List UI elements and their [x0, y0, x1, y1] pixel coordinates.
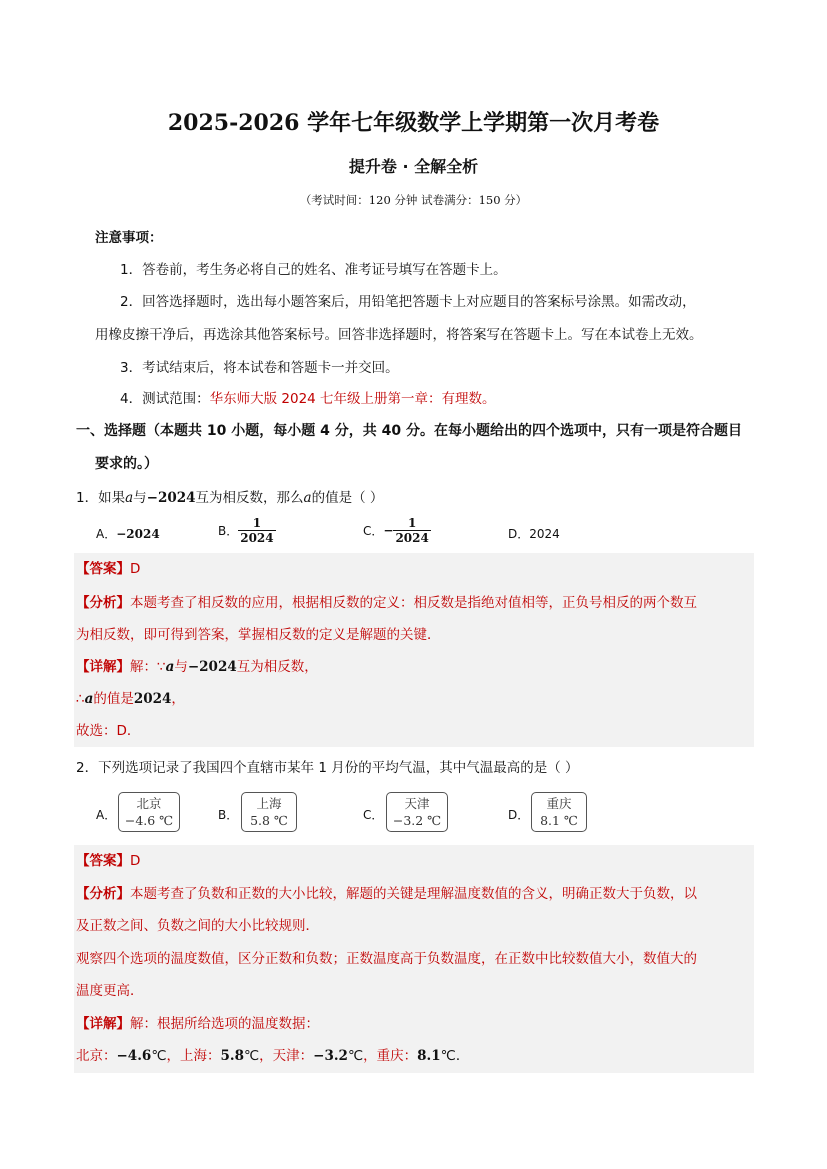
q1-option-a-label: A．	[96, 527, 117, 541]
q2-option-b-city: 上海	[256, 796, 282, 811]
q1-option-c-fraction	[393, 516, 430, 545]
q2-detail-beijing-value: −4.6	[116, 1048, 152, 1064]
q1-analysis-line1	[76, 587, 697, 620]
q1-detail-line2	[76, 683, 185, 716]
q2-option-d-temp: 8.1 ℃	[540, 813, 578, 828]
q2-option-d-card	[531, 792, 587, 832]
q1-detail-1-mid: 与	[174, 659, 188, 675]
q2-detail-text-1: 解：根据所给选项的温度数据：	[130, 1016, 319, 1032]
q2-detail-unit-2: ℃	[243, 1048, 260, 1064]
notes-item-1: 1．答卷前，考生务必将自己的姓名、准考证号填写在答题卡上。	[120, 262, 507, 278]
q1-option-c	[363, 516, 431, 545]
notes-item-2b: 用橡皮擦干净后，再选涂其他答案标号。回答非选择题时，将答案写在答题卡上。写在本试卷上无效。	[95, 327, 703, 343]
notes-heading: 注意事项：	[95, 230, 163, 246]
q1-var-a-2: a	[303, 490, 312, 506]
q2-option-b-temp: 5.8 ℃	[250, 813, 288, 828]
q2-detail-chongqing-value: 8.1	[417, 1048, 441, 1064]
q1-option-c-sign: −	[383, 523, 394, 538]
q1-detail-2-end: ，	[171, 691, 185, 707]
q2-solution-box	[74, 845, 754, 1073]
q2-option-c-label: C．	[363, 808, 384, 822]
q2-analysis-text-1: 本题考查了负数和正数的大小比较，解题的关键是理解温度数值的含义，明确正数大于负数，以	[130, 886, 697, 902]
q1-stem-mid: 与	[133, 490, 147, 506]
q1-stem-prefix: 1．如果	[76, 490, 126, 506]
q2-analysis-line2: 及正数之间、负数之间的大小比较规则．	[76, 918, 319, 934]
q1-answer-value: D	[130, 561, 141, 577]
q1-option-a-value: −2024	[116, 527, 160, 541]
notes-item-4-prefix: 4．测试范围：	[120, 391, 210, 407]
q1-analysis-line2: 为相反数，即可得到答案，掌握相反数的定义是解题的关键．	[76, 627, 441, 643]
question-2-stem: 2．下列选项记录了我国四个直辖市某年 1 月份的平均气温，其中气温最高的是（ ）	[76, 760, 579, 776]
q1-analysis-label: 【分析】	[76, 595, 130, 611]
page-subtitle: 提升卷 · 全解全析	[348, 157, 479, 176]
exam-info: （考试时间：120 分钟 试卷满分：150 分）	[299, 193, 528, 207]
q1-answer-label: 【答案】	[76, 561, 130, 577]
notes-item-2a: 2．回答选择题时，选出每小题答案后，用铅笔把答题卡上对应题目的答案标号涂黑。如需改动，	[120, 294, 696, 310]
q1-option-d	[508, 525, 560, 542]
q2-detail-unit-1: ℃	[151, 1048, 167, 1064]
q2-answer-label: 【答案】	[76, 853, 130, 869]
q1-solution-box	[74, 553, 754, 747]
q1-detail-var-a: a	[165, 659, 175, 675]
q2-option-d-label: D．	[508, 808, 530, 822]
q2-detail-line2	[76, 1040, 469, 1073]
q2-analysis-line1	[76, 878, 697, 911]
q1-option-c-denominator: 2024	[395, 531, 429, 545]
q2-detail-chongqing: ，重庆：	[363, 1048, 418, 1064]
q2-option-b-card	[241, 792, 297, 832]
notes-item-4	[120, 387, 496, 407]
q1-detail-var-a-2: a	[84, 691, 94, 707]
q2-option-a-temp: −4.6 ℃	[124, 813, 174, 828]
q2-option-b-label: B．	[218, 808, 239, 822]
page-title: 2025-2026 学年七年级数学上学期第一次月考卷	[167, 110, 660, 136]
q2-detail-shanghai: ，上海：	[166, 1048, 221, 1064]
q1-option-b	[218, 516, 276, 545]
q1-option-c-label: C．	[363, 524, 384, 538]
q1-option-c-numerator: 1	[407, 516, 417, 530]
q1-option-b-denominator: 2024	[240, 531, 274, 545]
q2-option-d-city: 重庆	[546, 796, 572, 811]
q1-stem-mid2: 互为相反数，那么	[195, 490, 304, 506]
q2-detail-unit-3: ℃	[347, 1048, 364, 1064]
q2-answer-value: D	[130, 853, 141, 869]
q1-option-d-label: D．	[508, 527, 530, 541]
q1-option-b-numerator: 1	[252, 516, 262, 530]
q2-detail-unit-4: ℃	[440, 1048, 456, 1064]
q2-detail-end: ．	[455, 1048, 470, 1064]
q1-detail-2-prefix: ∴	[76, 691, 85, 707]
q1-detail-label: 【详解】	[76, 659, 130, 675]
q1-option-b-fraction	[238, 516, 275, 545]
q2-option-c-city: 天津	[404, 796, 430, 811]
question-1-stem	[76, 486, 383, 506]
section-heading-line1: 一、选择题（本题共 10 小题，每小题 4 分，共 40 分。在每小题给出的四个选项中，只有一项是符合题目	[76, 423, 742, 439]
q1-detail-1-end: 互为相反数，	[236, 659, 318, 675]
q2-option-a-city: 北京	[136, 796, 162, 811]
q1-detail-1-prefix: 解：∵	[130, 659, 166, 675]
q2-detail-tianjin: ，天津：	[259, 1048, 314, 1064]
q1-var-a: a	[125, 490, 134, 506]
q2-analysis-label: 【分析】	[76, 886, 130, 902]
q1-stem-end: 的值是（ ）	[311, 490, 384, 506]
q2-observation-line2: 温度更高．	[76, 983, 144, 999]
q2-option-c-temp: −3.2 ℃	[392, 813, 442, 828]
q2-detail-beijing: 北京：	[76, 1048, 117, 1064]
q1-answer	[76, 553, 140, 586]
notes-test-range: 华东师大版 2024 七年级上册第一章：有理数。	[209, 391, 496, 407]
q2-option-a-card	[118, 792, 180, 832]
section-heading-line2: 要求的。）	[95, 456, 158, 472]
q1-option-b-label: B．	[218, 524, 239, 538]
q2-answer	[76, 845, 140, 878]
q2-observation-line1: 观察四个选项的温度数值，区分正数和负数；正数温度高于负数温度，在正数中比较数值大小，数值大的	[76, 951, 697, 967]
notes-item-3: 3．考试结束后，将本试卷和答题卡一并交回。	[120, 360, 399, 376]
q2-option-a-label: A．	[96, 808, 117, 822]
q1-choose: 故选：D．	[76, 723, 141, 739]
q2-detail-label: 【详解】	[76, 1016, 130, 1032]
q2-detail-shanghai-value: 5.8	[220, 1048, 244, 1064]
q1-number: −2024	[146, 490, 196, 506]
q1-detail-2-number: 2024	[133, 691, 172, 707]
q1-detail-line1	[76, 651, 318, 684]
q1-option-d-value: 2024	[529, 527, 560, 541]
q1-detail-1-number: −2024	[187, 659, 237, 675]
q2-detail-tianjin-value: −3.2	[313, 1048, 348, 1064]
q2-detail-line1	[76, 1008, 319, 1041]
q2-option-c-card	[386, 792, 448, 832]
q1-detail-2-mid: 的值是	[93, 691, 134, 707]
q1-option-a	[96, 525, 160, 542]
q1-analysis-text-1: 本题考查了相反数的应用，根据相反数的定义：相反数是指绝对值相等，正负号相反的两个数互	[130, 595, 697, 611]
